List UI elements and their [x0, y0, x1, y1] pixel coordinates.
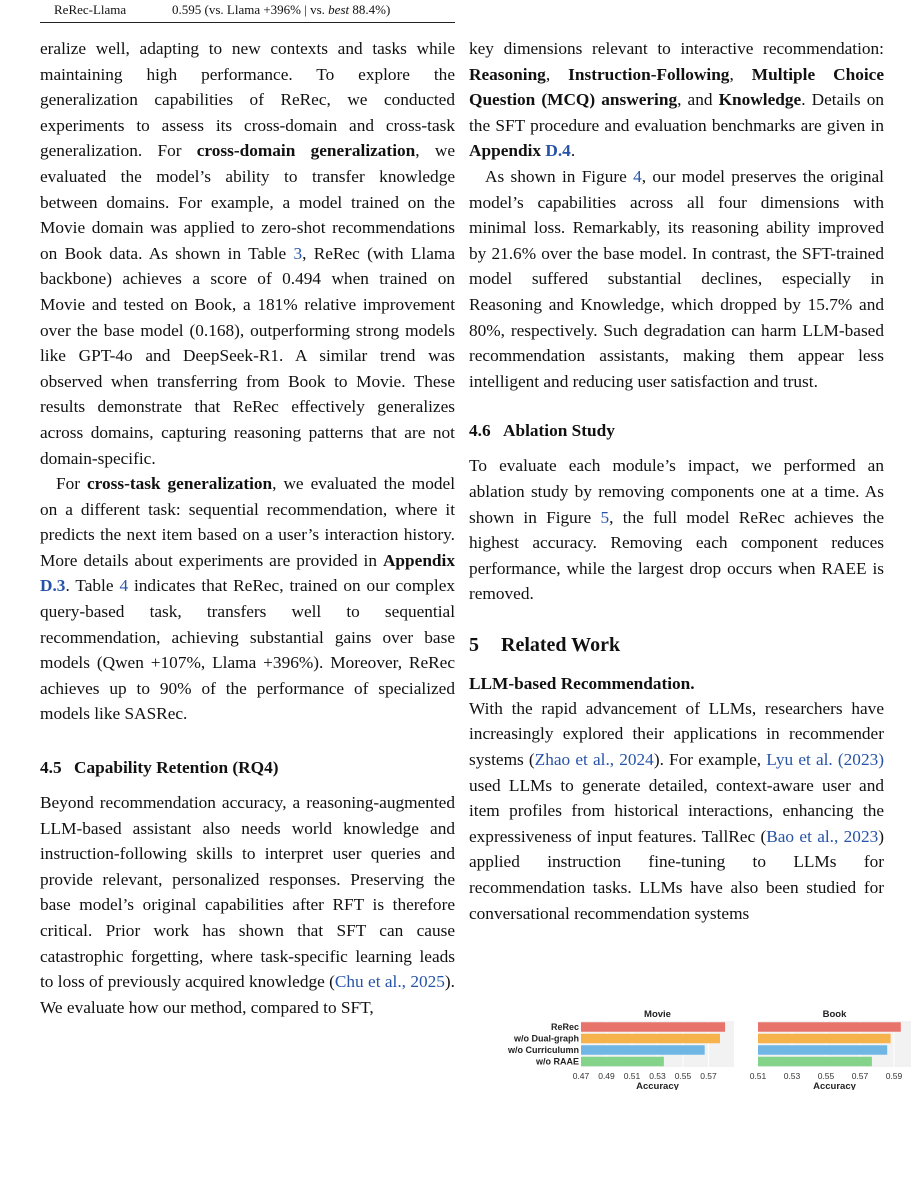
x-tick-label: 0.51 [749, 1071, 767, 1081]
paragraph-ablation: To evaluate each module’s impact, we performed an ablation study by removing components one at a time. As shown in Figure 5, the full model ReRec achieves the highest accuracy. Removing each component reduces performance, while the largest drop occurs when RAEE is removed. [469, 456, 884, 604]
bar-movie-1 [581, 1034, 720, 1044]
category-label: w/o Dual-graph [514, 1033, 579, 1044]
bao-2023-citation[interactable]: Bao et al., 2023 [766, 826, 879, 846]
chu-2025-citation[interactable]: Chu et al., 2025 [334, 972, 445, 992]
x-tick-label: 0.47 [572, 1071, 590, 1081]
lyu-2023-citation[interactable]: Lyu et al. (2023) [766, 750, 884, 770]
x-axis-label: Accuracy [636, 1081, 679, 1090]
table-row-rerec-llama [40, 0, 455, 23]
paragraph-figure-4: As shown in Figure 4, our model preserves the original model’s capabilities across all four dimensions with minimal loss. Remarkably, its reasoning ability improved by 21.6% over the base model. In contrast, the SFT-trained model suffered substantial declines, especially in Reasoning and Knowledge, which dropped by 15.7% and 80%, respectively. Such degradation can harm LLM-based recommendation assistants, making them appear less intelligent and reducing user satisfaction and trust. [469, 166, 884, 391]
category-label: ReRec [550, 1022, 579, 1033]
table-4-link[interactable]: 4 [119, 576, 129, 596]
subheading-llm-rec: LLM-based Recommendation. [469, 673, 695, 693]
bar-book-2 [758, 1045, 887, 1055]
x-tick-label: 0.55 [674, 1071, 692, 1081]
bar-book-1 [758, 1034, 891, 1044]
paragraph-key-dimensions: key dimensions relevant to interactive recommendation: Reasoning, Instruction-Following, Multiple Choice Question (MCQ) answering, and Knowledge. Details on the SFT procedure and evaluation benchmarks are given in Appendix D.4. [469, 39, 884, 161]
paragraph-cross-task: For cross-task generalization, we evaluated the model on a different task: sequential recommendation, where it predicts the next item based on a user’s interaction history. More details about experiments are provided in Appendix D.3. Table 4 indicates that ReRec, trained on our complex query-based task, transfers well to sequential recommendation, achieving substantial gains over base models (Qwen +107%, Llama +396%). Moreover, ReRec achieves up to 90% of the performance of specialized models like SASRec. [40, 474, 456, 724]
paragraph-capability-retention: Beyond recommendation accuracy, a reasoning-augmented LLM-based assistant also needs world knowledge and instruction-following skills to interpret user queries and provide relevant, personalized responses. Preserving the base model’s original capabilities after RFT is therefore critical. Prior work has shown that SFT can cause catastrophic forgetting, where task-specific learning leads to loss of previously acquired knowledge (Chu et al., 2025). We evaluate how our method, compared to SFT, [40, 793, 455, 1017]
x-tick-label: 0.59 [885, 1071, 903, 1081]
panel-title: Movie [644, 1010, 671, 1020]
x-axis-label: Accuracy [813, 1081, 856, 1090]
section-4-6-heading: 4.6 Ablation Study [469, 421, 615, 441]
bar-movie-0 [581, 1022, 725, 1032]
figure-4-link[interactable]: 4 [633, 166, 642, 186]
x-tick-label: 0.51 [623, 1071, 641, 1081]
section-4-5-heading: 4.5 Capability Retention (RQ4) [40, 758, 279, 778]
x-tick-label: 0.57 [700, 1071, 717, 1081]
paragraph-related-work: With the rapid advancement of LLMs, researchers have increasingly explored their applications in recommender systems (Zhao et al., 2024). For example, Lyu et al. (2023) used LLMs to generate detailed, context-aware user and item profiles from historical interactions, enhancing the expressiveness of input features. TallRec (Bao et al., 2023) applied instruction fine-tuning to LLMs for recommendation tasks. LLMs have also been studied for conversational recommendation systems [469, 698, 884, 923]
section-5-heading: 5 Related Work [469, 633, 621, 656]
zhao-2024-citation[interactable]: Zhao et al., 2024 [534, 750, 654, 770]
bar-book-0 [758, 1022, 901, 1032]
x-tick-label: 0.57 [851, 1071, 869, 1081]
appendix-d4-link[interactable]: D.4 [545, 141, 571, 161]
appendix-d3-link[interactable]: D.3 [40, 576, 66, 596]
bar-movie-3 [581, 1057, 664, 1067]
table-cell-model: ReRec-Llama [54, 2, 127, 17]
x-tick-label: 0.49 [598, 1071, 615, 1081]
x-tick-label: 0.55 [817, 1071, 835, 1081]
table-cell-value: 0.595 (vs. Llama +396% | vs. best 88.4%) [172, 2, 391, 17]
table-3-link[interactable]: 3 [293, 243, 303, 263]
x-tick-label: 0.53 [783, 1071, 801, 1081]
right-column [469, 36, 884, 926]
category-label: w/o Curriculumn [507, 1045, 579, 1056]
bar-movie-2 [581, 1045, 705, 1055]
category-label: w/o RAAE [535, 1056, 579, 1067]
ablation-figure [481, 1010, 921, 1090]
bar-book-3 [758, 1057, 872, 1067]
ablation-bar-charts [481, 1010, 921, 1090]
best-label: best [328, 2, 350, 17]
cropped-header-remnant [469, 0, 884, 22]
paragraph-cross-domain: eralize well, adapting to new contexts and tasks while maintaining high performance. To explore the generalization capabilities of ReRec, we conducted experiments to assess its cross-domain and cross-task generalization. For cross-domain generalization, we evaluated the model’s ability to transfer knowledge between domains. For example, a model trained on the Movie domain was applied to zero-shot recommendations on Book data. As shown in Table 3, ReRec (with Llama backbone) achieves a score of 0.494 when trained on Movie and tested on Book, a 181% relative improvement over the base model (0.168), outperforming strong models like GPT-4o and DeepSeek-R1. A similar trend was observed when transferring from Book to Movie. These results demonstrate that ReRec effectively generalizes across domains, capturing reasoning patterns that are not domain-specific. [40, 39, 455, 468]
figure-5-link[interactable]: 5 [600, 507, 610, 527]
left-column [40, 36, 455, 1020]
x-tick-label: 0.53 [649, 1071, 666, 1081]
panel-title: Book [822, 1010, 847, 1020]
